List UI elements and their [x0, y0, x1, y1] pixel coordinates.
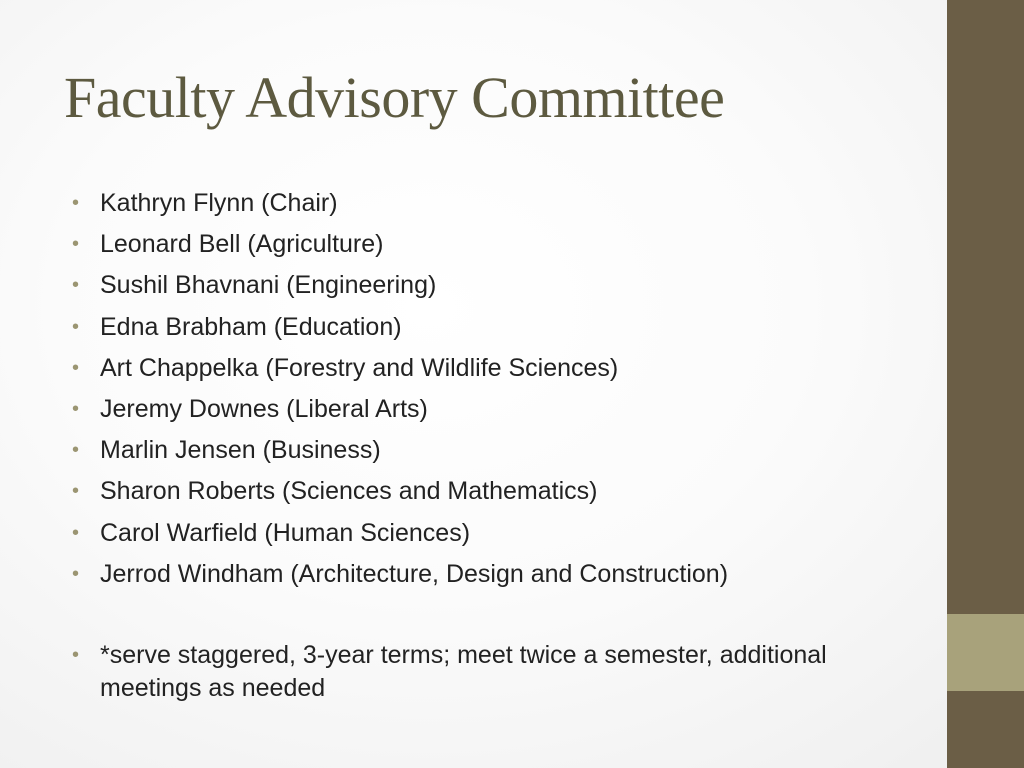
side-accent-block: [947, 614, 1024, 691]
member-list: [72, 183, 922, 595]
terms-note-text: *serve staggered, 3-year terms; meet twice a semester, additional meetings as needed: [100, 641, 827, 702]
bullet-icon: •: [72, 233, 80, 256]
list-item: [72, 513, 922, 554]
list-item: [72, 224, 922, 265]
member-text: Jeremy Downes (Liberal Arts): [100, 395, 428, 424]
member-text: Art Chappelka (Forestry and Wildlife Sciences): [100, 353, 619, 382]
slide-title: Faculty Advisory Committee: [64, 65, 725, 130]
bullet-icon: •: [72, 644, 80, 666]
member-text: Marlin Jensen (Business): [100, 436, 381, 465]
member-text: Leonard Bell (Agriculture): [100, 230, 384, 259]
bullet-icon: •: [72, 274, 80, 297]
terms-note-list: [72, 639, 832, 705]
list-item: [72, 348, 922, 389]
bullet-icon: •: [72, 480, 80, 503]
member-text: Kathryn Flynn (Chair): [100, 189, 338, 217]
bullet-icon: •: [72, 192, 80, 214]
bullet-icon: •: [72, 562, 80, 585]
list-item: [72, 265, 922, 306]
bullet-icon: •: [72, 439, 80, 462]
member-text: Sushil Bhavnani (Engineering): [100, 271, 437, 300]
bullet-icon: •: [72, 398, 80, 421]
member-text: Edna Brabham (Education): [100, 312, 402, 341]
member-text: Jerrod Windham (Architecture, Design and Construction): [100, 559, 729, 588]
bullet-icon: •: [72, 521, 80, 544]
member-text: Sharon Roberts (Sciences and Mathematics): [100, 477, 598, 506]
bullet-icon: •: [72, 315, 80, 338]
bullet-icon: •: [72, 356, 80, 379]
member-text: Carol Warfield (Human Sciences): [100, 518, 471, 547]
list-item: [72, 183, 922, 224]
list-item: [72, 639, 832, 705]
list-item: [72, 430, 922, 471]
list-item: [72, 389, 922, 430]
list-item: [72, 554, 922, 595]
list-item: [72, 471, 922, 512]
list-item: [72, 307, 922, 348]
